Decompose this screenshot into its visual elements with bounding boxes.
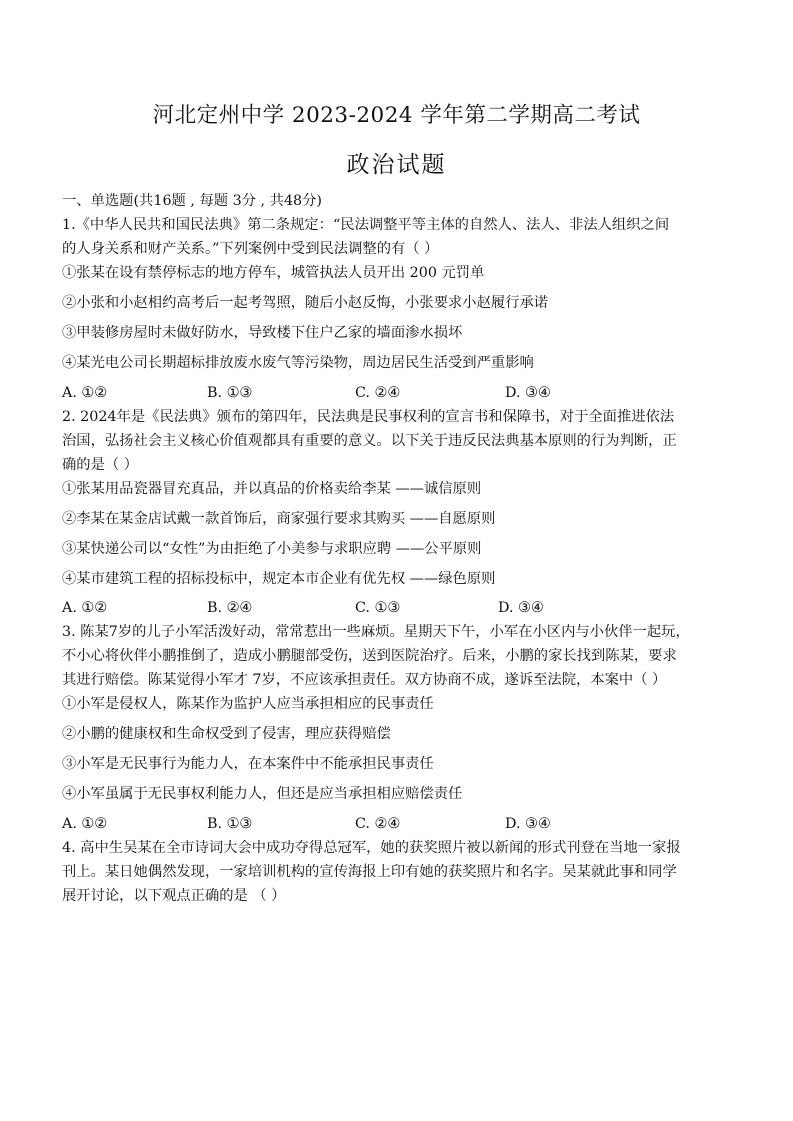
q3-statement: ①小军是侵权人，陈某作为监护人应当承担相应的民事责任 <box>62 696 434 712</box>
q1-statement: ③甲装修房屋时未做好防水，导致楼下住户乙家的墙面渗水损坏 <box>62 325 463 341</box>
q4-stem-line: 刊上。某日她偶然发现，一家培训机构的宣传海报上印有她的获奖照片和名字。吴某就此事和同学 <box>62 864 677 880</box>
q3-option-b: B. ①③ <box>207 816 253 832</box>
q2-statement: ①张某用品瓷器冒充真品，并以真品的价格卖给李某 ——诚信原则 <box>62 481 482 497</box>
q2-option-c: C. ①③ <box>355 600 401 616</box>
q1-option-b: B. ①③ <box>207 385 253 401</box>
q2-option-a: A. ①② <box>62 600 108 616</box>
q3-option-c: C. ②④ <box>355 816 401 832</box>
q3-statement: ②小鹏的健康权和生命权受到了侵害，理应获得赔偿 <box>62 726 391 742</box>
q1-option-a: A. ①② <box>62 385 108 401</box>
q1-stem-line: 的人身关系和财产关系。”下列案例中受到民法调整的有（ ） <box>62 241 439 257</box>
q2-option-b: B. ②④ <box>207 600 253 616</box>
q1-option-d: D. ③④ <box>505 385 551 401</box>
q3-stem-line: 3. 陈某7岁的儿子小军活泼好动，常常惹出一些麻烦。星期天下午，小军在小区内与小伙伴一起玩， <box>62 624 690 640</box>
q2-statement: ④某市建筑工程的招标投标中，规定本市企业有优先权 ——绿色原则 <box>62 571 496 587</box>
q1-stem-line: 1.《中华人民共和国民法典》第二条规定：“民法调整平等主体的自然人、法人、非法人组织之间 <box>62 217 670 233</box>
q1-statement: ④某光电公司长期超标排放废水废气等污染物，周边居民生活受到严重影响 <box>62 355 534 371</box>
q1-option-c: C. ②④ <box>355 385 401 401</box>
q1-statement: ②小张和小赵相约高考后一起考驾照，随后小赵反悔，小张要求小赵履行承诺 <box>62 295 549 311</box>
q2-stem-line: 治国，弘扬社会主义核心价值观都具有重要的意义。以下关于违反民法典基本原则的行为判断，正 <box>62 433 677 449</box>
section-heading: 一、单选题(共16题 , 每题 3分 , 共48分) <box>62 193 323 209</box>
q2-option-d: D. ③④ <box>498 600 544 616</box>
q2-statement: ②李某在某金店试戴一款首饰后，商家强行要求其购买 ——自愿原则 <box>62 511 496 527</box>
q2-stem-line: 确的是（ ） <box>62 457 139 473</box>
q2-statement: ③某快递公司以“女性”为由拒绝了小美参与求职应聘 ——公平原则 <box>62 541 482 557</box>
q4-stem-line: 4. 高中生吴某在全市诗词大会中成功夺得总冠军，她的获奖照片被以新闻的形式刊登在当地一家报 <box>62 840 681 856</box>
q3-option-a: A. ①② <box>62 816 108 832</box>
q3-option-d: D. ③④ <box>505 816 551 832</box>
q3-statement: ③小军是无民事行为能力人，在本案件中不能承担民事责任 <box>62 756 434 772</box>
exam-subtitle: 政治试题 <box>346 152 447 178</box>
q3-statement: ④小军虽属于无民事权利能力人，但还是应当承担相应赔偿责任 <box>62 786 463 802</box>
q3-stem-line: 不小心将伙伴小鹏推倒了，造成小鹏腿部受伤，送到医院治疗。后来，小鹏的家长找到陈某，要求 <box>62 648 677 664</box>
q2-stem-line: 2. 2024年是《民法典》颁布的第四年，民法典是民事权利的宣言书和保障书，对于全面推进依法 <box>62 409 675 425</box>
q1-statement: ①张某在设有禁停标志的地方停车，城管执法人员开出 200 元罚单 <box>62 265 485 281</box>
exam-title: 河北定州中学 2023-2024 学年第二学期高二考试 <box>152 103 641 128</box>
q4-stem-line: 展开讨论，以下观点正确的是 （ ） <box>62 888 286 904</box>
q3-stem-line: 其进行赔偿。陈某觉得小军才 7岁，不应该承担责任。双方协商不成，遂诉至法院，本案中（ ） <box>62 672 667 688</box>
